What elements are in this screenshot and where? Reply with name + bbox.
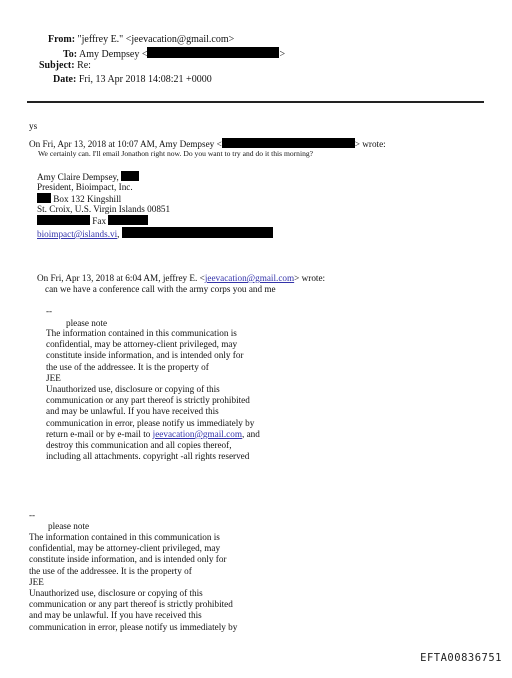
sig-name-text: Amy Claire Dempsey, — [37, 172, 119, 182]
sig-fax-label: Fax — [92, 216, 107, 226]
sig-email-suffix: , — [117, 229, 120, 239]
disclaimer-line: the use of the addressee. It is the property of — [46, 361, 209, 372]
disclaimer-line: communication in error, please notify us immediately by — [29, 621, 238, 632]
disclaimer-line — [46, 429, 260, 440]
disclaimer-line: communication or any part thereof is strictly prohibited — [46, 395, 250, 406]
disclaimer-line: confidential, may be attorney-client privileged, may — [46, 339, 238, 350]
sig-city: St. Croix, U.S. Virgin Islands 00851 — [37, 204, 171, 214]
subject-value: Re: — [77, 60, 91, 71]
footer-sig-dash: -- — [29, 510, 36, 520]
subject-label: Subject: — [39, 60, 75, 71]
footer-disclaimer — [29, 532, 237, 633]
redaction-box — [121, 171, 139, 181]
sig-email-link[interactable]: bioimpact@islands.vi — [37, 229, 118, 239]
quote2-sig-dash: -- — [46, 306, 53, 316]
quote2-note: please note — [66, 318, 108, 328]
subject-line — [39, 60, 91, 72]
disclaimer-line: and may be unlawful. If you have received this — [29, 610, 202, 621]
disclaimer-line: confidential, may be attorney-client privileged, may — [29, 543, 221, 554]
reply-body: ys — [29, 121, 38, 131]
disclaimer-line: constitute inside information, and is intended only for — [29, 554, 227, 565]
quote1-wrote: > wrote: — [354, 139, 386, 149]
disclaimer-line: including all attachments. copyright -all rights reserved — [46, 451, 250, 462]
disclaimer-text: return e-mail or by e-mail to — [46, 428, 153, 439]
disclaimer-line: the use of the addressee. It is the property of — [29, 565, 192, 576]
disclaimer-line: The information contained in this communication is — [29, 532, 220, 542]
disclaimer-line: destroy this communication and all copies thereof, — [46, 440, 232, 451]
disclaimer-line: and may be unlawful. If you have received this — [46, 406, 219, 417]
to-end: > — [279, 49, 286, 60]
quote1-text: We certainly can. I'll email Jonathon right now. Do you want to try and do it this morning? — [38, 149, 314, 158]
date-value: Fri, 13 Apr 2018 14:08:21 +0000 — [78, 74, 212, 85]
disclaimer-line: communication in error, please notify us immediately by — [46, 417, 255, 428]
from-label: From: — [48, 34, 76, 45]
from-line — [48, 34, 234, 46]
disclaimer-text: , and — [241, 428, 260, 439]
quote1-intro-text: On Fri, Apr 13, 2018 at 10:07 AM, Amy Dempsey < — [29, 139, 222, 149]
disclaimer-line: Unauthorized use, disclosure or copying of this — [46, 384, 220, 395]
header-divider — [27, 101, 484, 103]
sig-box-text: Box 132 Kingshill — [53, 194, 122, 204]
redaction-box — [222, 138, 355, 148]
quote2-wrote: > wrote: — [294, 273, 326, 283]
redaction-box — [147, 47, 279, 58]
redaction-box — [37, 193, 51, 203]
date-label: Date: — [53, 74, 77, 85]
disclaimer-line: JEE — [29, 576, 44, 587]
redaction-box — [122, 227, 273, 238]
disclaimer-line: communication or any part thereof is strictly prohibited — [29, 599, 233, 610]
bates-number: EFTA00836751 — [420, 652, 502, 664]
quote2-intro-text: On Fri, Apr 13, 2018 at 6:04 AM, jeffrey E. < — [37, 273, 205, 283]
quote2-email-link[interactable]: jeevacation@gmail.com — [204, 273, 295, 283]
from-value: "jeffrey E." <jeevacation@gmail.com> — [77, 34, 235, 45]
sig-email-line — [37, 227, 273, 240]
disclaimer-email-link[interactable]: jeevacation@gmail.com — [152, 428, 242, 439]
quote2-disclaimer — [46, 328, 260, 462]
date-line — [53, 74, 212, 86]
disclaimer-line: constitute inside information, and is intended only for — [46, 350, 244, 361]
disclaimer-line: JEE — [46, 372, 61, 383]
to-label: To: — [63, 49, 78, 60]
redaction-box — [108, 215, 148, 225]
disclaimer-line: The information contained in this communication is — [46, 328, 237, 338]
sig-title: President, Bioimpact, Inc. — [37, 182, 133, 192]
disclaimer-line: Unauthorized use, disclosure or copying of this — [29, 588, 203, 599]
quote2-text: can we have a conference call with the army corps you and me — [45, 284, 276, 294]
redaction-box — [37, 215, 90, 225]
sig-fax — [37, 215, 148, 227]
to-value: Amy Dempsey < — [79, 49, 148, 60]
quote2-intro — [37, 273, 325, 284]
to-line — [63, 47, 285, 61]
footer-note: please note — [48, 521, 90, 531]
